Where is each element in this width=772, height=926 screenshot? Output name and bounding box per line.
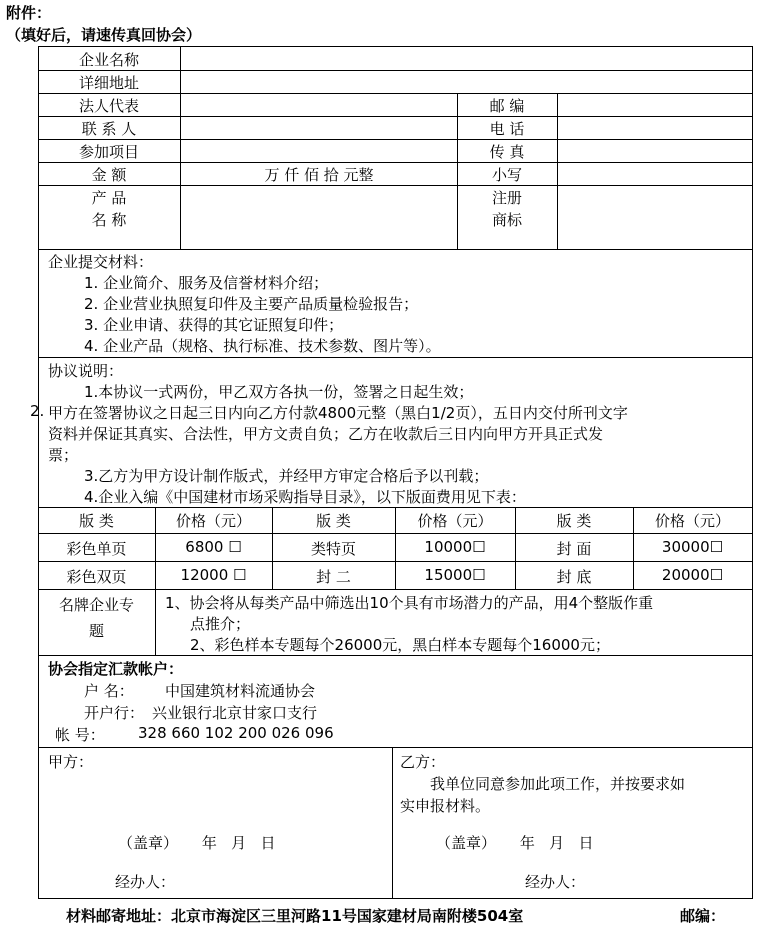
product-label-line2: 名 称: [91, 211, 127, 229]
party-b-label: 乙方：: [400, 753, 446, 771]
row-divider: [38, 93, 753, 94]
table-bottom-border: [38, 898, 753, 899]
form-instruction: （填好后，请速传真回协会）: [6, 26, 202, 44]
price-header-cell: 版 类: [316, 512, 351, 530]
mailing-postcode-label: 邮编：: [680, 907, 726, 925]
address-field[interactable]: [182, 72, 750, 92]
table-right-border: [752, 46, 753, 898]
row-divider: [38, 116, 753, 117]
account-bank-value: 兴业银行北京甘家口支行: [152, 704, 318, 722]
agreement-item-2-line2: 资料并保证其真实、合法性，甲方文责自负；乙方在收款后三日内向甲方开具正式发: [48, 425, 604, 443]
product-name-field[interactable]: [182, 187, 456, 247]
materials-item: 4. 企业产品（规格、执行标准、技术参数、图片等）。: [84, 337, 441, 355]
account-name-label: 户 名：: [84, 682, 134, 700]
account-number-label: 帐 号：: [55, 726, 105, 744]
price-header-cell: 价格（元）: [417, 512, 493, 530]
materials-title: 企业提交材料：: [48, 253, 154, 271]
fax-field[interactable]: [559, 141, 751, 161]
agreement-item-3: 3.乙方为甲方设计制作版式，并经甲方审定合格后予以刊载；: [84, 467, 489, 485]
party-a-seal-date: （盖章） 年 月 日: [118, 834, 276, 852]
row-divider: [38, 70, 753, 71]
product-label-line1: 产 品: [91, 189, 127, 207]
row-divider: [38, 589, 753, 590]
price-cell: 封 二: [316, 568, 351, 586]
price-option-checkbox[interactable]: 20000☐: [661, 566, 724, 584]
trademark-label-line1: 注册: [491, 189, 522, 207]
price-header-cell: 价格（元）: [175, 512, 251, 530]
price-cell: 彩色双页: [66, 568, 127, 586]
brand-text-line2: 点推介；: [190, 615, 251, 633]
price-cell: 封 底: [556, 568, 592, 586]
legal-rep-field[interactable]: [182, 95, 456, 115]
col-divider: [557, 93, 558, 249]
col-divider: [180, 46, 181, 249]
price-option-checkbox[interactable]: 10000☐: [424, 538, 486, 556]
table-top-border: [38, 46, 753, 47]
agreement-item-2-line1: 甲方在签署协议之日起三日内向乙方付款4800元整（黑白1/2页），五日内交付所刊文字: [48, 404, 628, 422]
section-divider: [38, 747, 753, 748]
section-divider: [38, 655, 753, 656]
account-title: 协会指定汇款帐户：: [48, 660, 184, 678]
row-divider: [38, 139, 753, 140]
contact-field[interactable]: [182, 118, 456, 138]
price-cell: 封 面: [556, 540, 592, 558]
company-name-label: 企业名称: [78, 51, 139, 69]
party-a-label: 甲方：: [48, 753, 94, 771]
lowercase-amount-field[interactable]: [559, 164, 751, 184]
party-b-statement-line1: 我单位同意参加此项工作，并按要求如: [430, 775, 686, 793]
price-option-checkbox[interactable]: 6800 ☐: [185, 538, 242, 556]
project-field[interactable]: [182, 141, 456, 161]
price-header-cell: 价格（元）: [654, 512, 730, 530]
legal-rep-label: 法人代表: [78, 97, 139, 115]
price-header-cell: 版 类: [556, 512, 592, 530]
postcode-field[interactable]: [559, 95, 751, 115]
address-label: 详细地址: [78, 74, 139, 92]
materials-item: 2. 企业营业执照复印件及主要产品质量检验报告；: [84, 295, 419, 313]
price-option-checkbox[interactable]: 12000 ☐: [180, 566, 247, 584]
agreement-title: 协议说明：: [48, 362, 124, 380]
row-divider: [38, 249, 753, 250]
col-divider: [392, 747, 393, 898]
party-a-handler-label: 经办人：: [115, 873, 176, 891]
company-name-field[interactable]: [182, 48, 750, 69]
price-header-cell: 版 类: [79, 512, 114, 530]
account-number-value: 328 660 102 200 026 096: [138, 724, 334, 742]
project-label: 参加项目: [78, 143, 139, 161]
price-option-checkbox[interactable]: 30000☐: [661, 538, 724, 556]
section-divider: [38, 357, 753, 358]
row-divider: [38, 185, 753, 186]
trademark-label-line2: 商标: [491, 211, 522, 229]
lowercase-label: 小写: [491, 166, 522, 184]
party-b-seal-date: （盖章） 年 月 日: [436, 834, 594, 852]
amount-label: 金 额: [91, 166, 127, 184]
agreement-item-2-number: 2.: [30, 402, 45, 420]
trademark-field[interactable]: [559, 187, 751, 247]
phone-label: 电 话: [489, 120, 525, 138]
agreement-item-1: 1.本协议一式两份，甲乙双方各执一份，签署之日起生效；: [84, 383, 474, 401]
agreement-item-2-line3: 票；: [48, 446, 79, 464]
brand-text-line1: 1、协会将从每类产品中筛选出10个具有市场潜力的产品，用4个整版作重: [165, 594, 654, 612]
party-b-statement-line2: 实申报材料。: [400, 797, 491, 815]
amount-units-field[interactable]: 万 仟 佰 拾 元整: [264, 166, 374, 184]
row-divider: [38, 162, 753, 163]
brand-label-line1: 名牌企业专: [58, 596, 134, 614]
price-option-checkbox[interactable]: 15000☐: [424, 566, 486, 584]
mailing-address: 材料邮寄地址：北京市海淀区三里河路11号国家建材局南附楼504室: [66, 907, 524, 925]
materials-item: 3. 企业申请、获得的其它证照复印件；: [84, 316, 344, 334]
account-bank-label: 开户行：: [84, 704, 145, 722]
price-cell: 类特页: [310, 540, 356, 558]
phone-field[interactable]: [559, 118, 751, 138]
materials-item: 1. 企业简介、服务及信誉材料介绍；: [84, 274, 329, 292]
contact-label: 联 系 人: [81, 120, 137, 138]
fax-label: 传 真: [489, 143, 525, 161]
party-b-handler-label: 经办人：: [525, 873, 586, 891]
agreement-item-4: 4.企业入编《中国建材市场采购指导目录》，以下版面费用见下表：: [84, 488, 526, 506]
attachment-label: 附件：: [6, 4, 52, 22]
brand-label-line2: 题: [88, 622, 104, 640]
account-name-value: 中国建筑材料流通协会: [165, 682, 316, 700]
postcode-label: 邮 编: [489, 97, 525, 115]
brand-text-line3: 2、彩色样本专题每个26000元，黑白样本专题每个16000元；: [190, 636, 610, 654]
price-cell: 彩色单页: [66, 540, 127, 558]
